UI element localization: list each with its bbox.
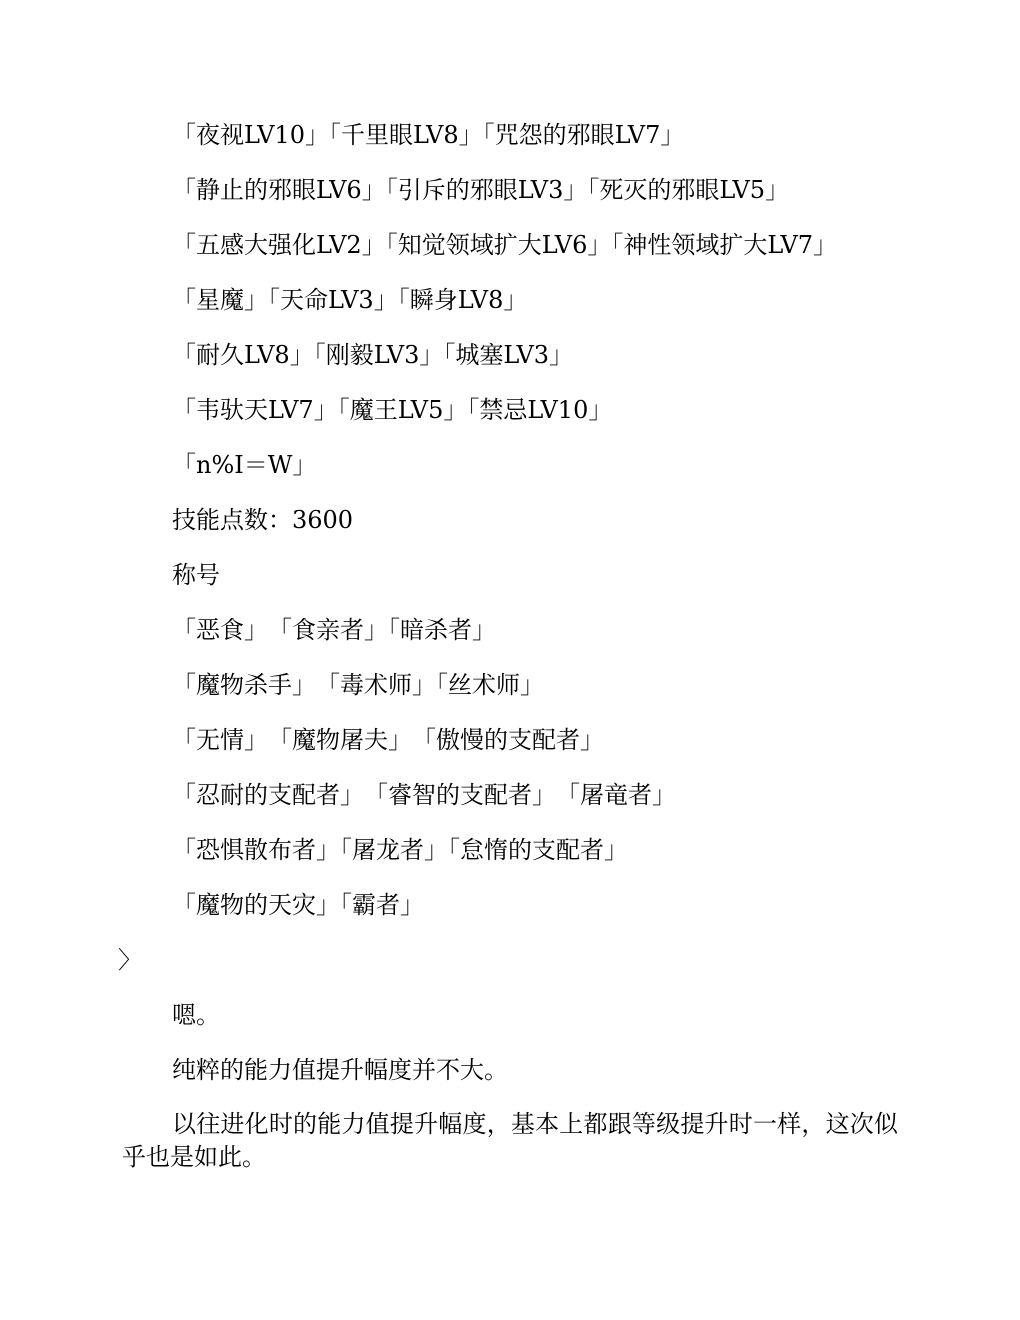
skill-points: 技能点数：3600 [172, 506, 354, 534]
titles-heading: 称号 [172, 561, 220, 589]
closing-bracket: 〉 [118, 946, 142, 974]
paragraph-1: 嗯。 [172, 1001, 220, 1029]
paragraph-2: 纯粹的能力值提升幅度并不大。 [172, 1056, 508, 1084]
title-line-1: 「恶食」 「食亲者」「暗杀者」 [172, 616, 496, 644]
title-line-3: 「无情」 「魔物屠夫」 「傲慢的支配者」 [172, 726, 604, 754]
title-line-4: 「忍耐的支配者」 「睿智的支配者」 「屠竜者」 [172, 781, 676, 809]
skill-line-1: 「夜视LV10」「千里眼LV8」「咒怨的邪眼LV7」 [172, 121, 685, 149]
skill-line-3: 「五感大强化LV2」「知觉领域扩大LV6」「神性领域扩大LV7」 [172, 231, 838, 259]
skill-line-4: 「星魔」「天命LV3」「瞬身LV8」 [172, 286, 528, 314]
skill-line-5: 「耐久LV8」「刚毅LV3」「城塞LV3」 [172, 341, 574, 369]
paragraph-3: 以往进化时的能力值提升幅度，基本上都跟等级提升时一样，这次似乎也是如此。 [122, 1110, 898, 1171]
skill-line-2: 「静止的邪眼LV6」「引斥的邪眼LV3」「死灭的邪眼LV5」 [172, 176, 790, 204]
title-line-5: 「恐惧散布者」「屠龙者」「怠惰的支配者」 [172, 836, 628, 864]
title-line-6: 「魔物的天灾」「霸者」 [172, 891, 424, 919]
title-line-2: 「魔物杀手」 「毒术师」「丝术师」 [172, 671, 544, 699]
skill-line-7: 「n%I＝W」 [172, 451, 317, 479]
skill-line-6: 「韦驮天LV7」「魔王LV5」「禁忌LV10」 [172, 396, 613, 424]
